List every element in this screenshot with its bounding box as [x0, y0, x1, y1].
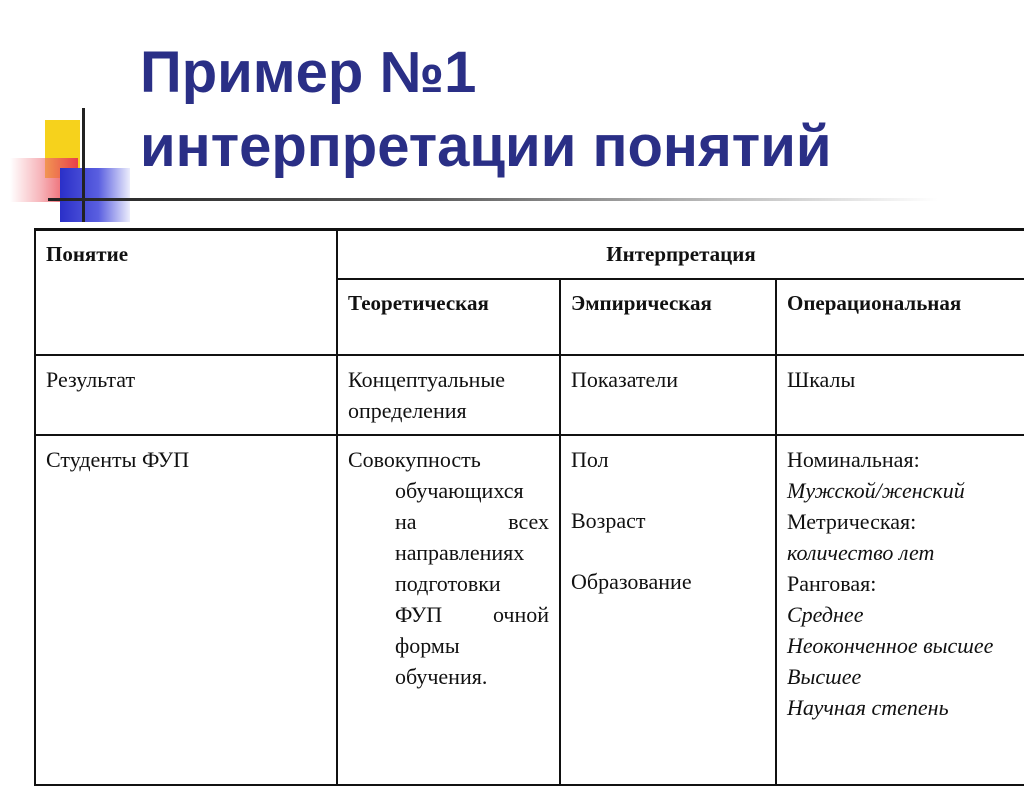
header-empirical: Эмпирическая	[560, 279, 776, 355]
header-interpretation: Интерпретация	[337, 230, 1024, 280]
slide-title-line2: интерпретации понятий	[140, 114, 832, 179]
rank-value: Неоконченное высшее	[787, 633, 994, 658]
table-header-row	[35, 230, 1024, 280]
row1-theoretical-line2: определения	[348, 398, 467, 423]
row1-operational: Шкалы	[776, 355, 1024, 435]
table-row	[35, 435, 1024, 785]
scale-nominal: Номинальная:	[787, 447, 920, 472]
header-concept: Понятие	[35, 230, 337, 356]
empirical-age: Возраст	[571, 508, 646, 533]
decor-vertical-line	[82, 108, 85, 222]
row2-operational	[776, 435, 1024, 785]
scale-metric-values: количество лет	[787, 540, 935, 565]
empirical-sex: Пол	[571, 447, 609, 472]
slide-title-line1: Пример №1	[140, 40, 477, 105]
rank-value: Среднее	[787, 602, 864, 627]
row1-theoretical	[337, 355, 560, 435]
row2-theoretical-rest: обучающихся на всех направлениях подготовки ФУП очной формы обучения.	[395, 478, 549, 689]
row2-theoretical	[337, 435, 560, 785]
rank-value: Научная степень	[787, 695, 949, 720]
scale-nominal-values: Мужской/женский	[787, 478, 965, 503]
empirical-education: Образование	[571, 569, 692, 594]
row1-theoretical-line1: Концептуальные	[348, 367, 505, 392]
interpretation-table	[34, 228, 1024, 786]
decor-horizontal-line	[48, 198, 938, 201]
row2-concept: Студенты ФУП	[35, 435, 337, 785]
row2-empirical	[560, 435, 776, 785]
decor-blue-square	[60, 168, 130, 222]
table-row	[35, 355, 1024, 435]
rank-value: Высшее	[787, 664, 862, 689]
scale-metric: Метрическая:	[787, 509, 917, 534]
row1-empirical: Показатели	[560, 355, 776, 435]
row1-concept: Результат	[35, 355, 337, 435]
scale-rank: Ранговая:	[787, 571, 877, 596]
header-operational: Операциональная	[776, 279, 1024, 355]
header-theoretical: Теоретическая	[337, 279, 560, 355]
row2-theoretical-first: Совокупность	[348, 447, 481, 472]
